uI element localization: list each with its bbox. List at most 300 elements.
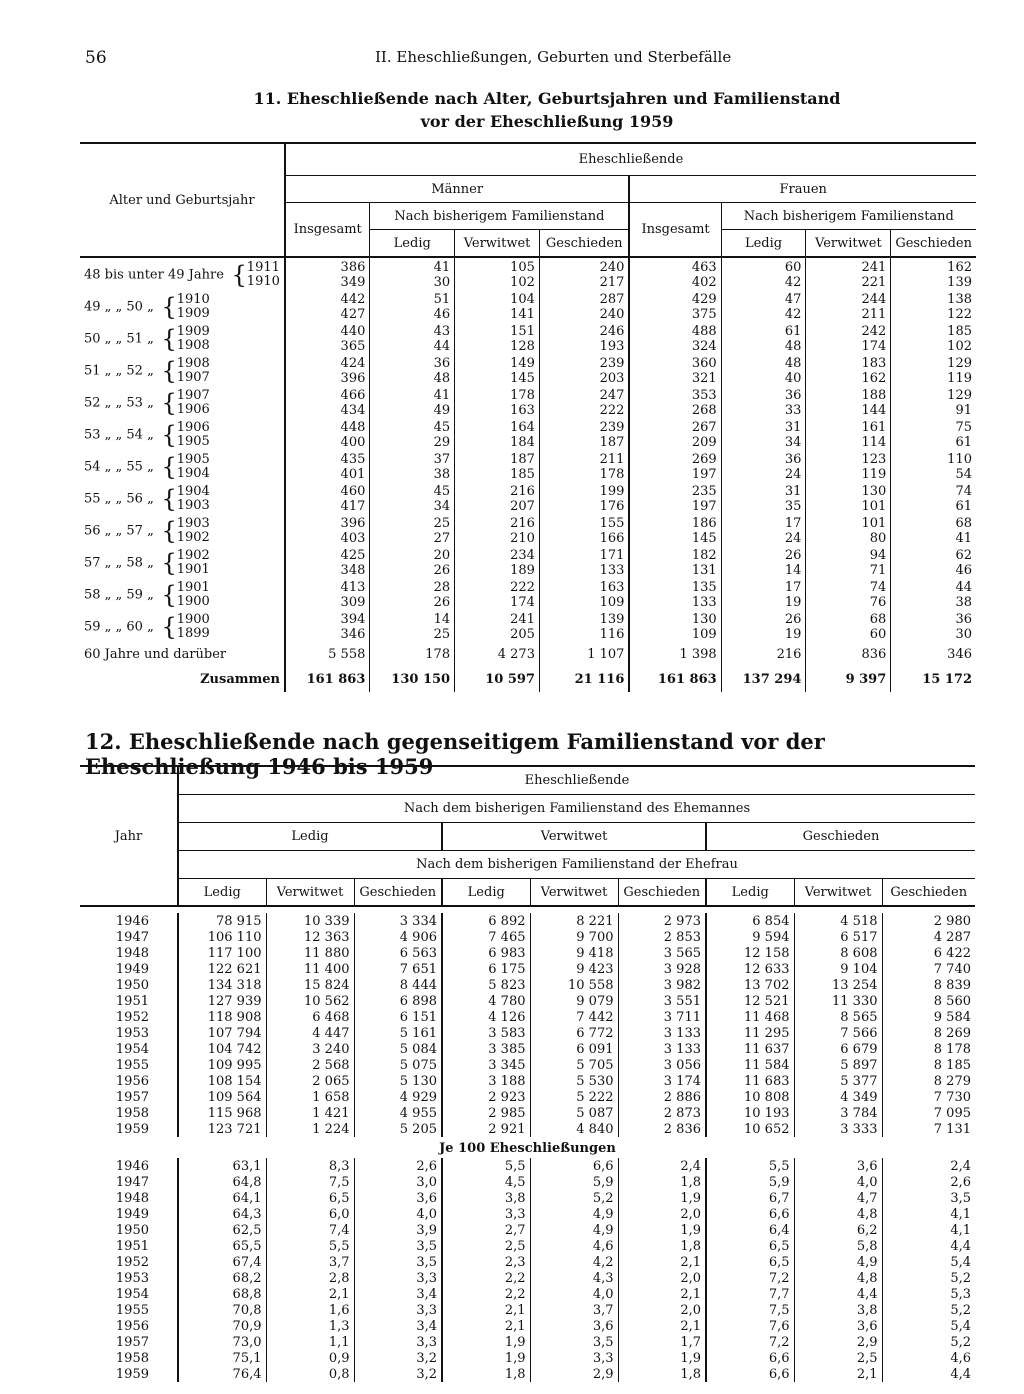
cell-value: 94 — [869, 548, 887, 563]
cell-value: 187 — [599, 435, 625, 450]
year-label: 1952 — [115, 1254, 149, 1270]
year-label: 1950 — [115, 977, 149, 993]
cell-value: 4,4 — [794, 1286, 882, 1302]
cell-f_ges — [891, 354, 976, 386]
cell-f_ver — [806, 418, 891, 450]
cell-f_led — [721, 610, 806, 642]
cell-value: 139 — [947, 275, 972, 290]
cell-value: 108 154 — [178, 1073, 266, 1089]
cell-value: 287 — [599, 292, 625, 307]
table11-title-line2: vor der Eheschließung 1959 — [420, 112, 674, 131]
cell-value: 127 939 — [178, 993, 266, 1009]
cell-value: 174 — [510, 595, 535, 610]
cell-value: 54 — [955, 467, 972, 482]
cell-value: 448 — [340, 420, 366, 435]
cell-value: 7 730 — [882, 1089, 975, 1105]
cell-value: 2,9 — [530, 1366, 618, 1382]
cell-value: 10 339 — [266, 913, 354, 929]
cell-value: 8 269 — [882, 1025, 975, 1041]
cell-value: 70,8 — [178, 1302, 266, 1318]
cell-m_led — [370, 418, 455, 450]
row-label — [80, 386, 285, 418]
cell-value: 141 — [510, 307, 535, 322]
sub-header-geschieden: Geschieden — [882, 879, 975, 907]
cell-value: 413 — [340, 580, 366, 595]
cell-value: 109 — [691, 627, 717, 642]
cell-value: 20 — [433, 548, 451, 563]
cell-value: 244 — [861, 292, 887, 307]
cell-value: 239 — [599, 420, 625, 435]
cell-m_led — [370, 322, 455, 354]
cell-value: 4,9 — [530, 1206, 618, 1222]
sub-header-ledig: Ledig — [442, 879, 530, 907]
cell-value: 5,2 — [882, 1270, 975, 1286]
cell-f_tot — [629, 257, 721, 290]
table-row — [80, 1270, 975, 1286]
cell-value: 4 929 — [354, 1089, 442, 1105]
cell-value: 4,6 — [530, 1238, 618, 1254]
table-row — [80, 1318, 975, 1334]
cell-f_led — [721, 354, 806, 386]
header-eheschliessende: Eheschließende — [178, 766, 975, 795]
cell-value: 2,9 — [794, 1334, 882, 1350]
cell-value: 31 — [784, 420, 802, 435]
brace-icon: { — [223, 261, 247, 289]
cell-m_led — [370, 257, 455, 290]
cell-value: 3,7 — [266, 1254, 354, 1270]
birth-year: 1908 — [176, 356, 210, 371]
cell-value: 5,2 — [882, 1302, 975, 1318]
table-row — [80, 913, 975, 929]
cell-value: 2,4 — [618, 1158, 706, 1174]
cell-value: 2 921 — [442, 1121, 530, 1137]
cell-value: 216 — [510, 484, 535, 499]
cell-value: 2 873 — [618, 1105, 706, 1121]
cell-value: 19 — [784, 595, 802, 610]
table11-title: 11. Eheschließende nach Alter, Geburtsjahren und Familienstand — [253, 89, 841, 108]
cell-value: 162 — [861, 371, 887, 386]
cell-value: 5 161 — [354, 1025, 442, 1041]
cell-value: 34 — [433, 499, 451, 514]
cell-m_tot — [285, 450, 370, 482]
cell-value: 133 — [691, 595, 717, 610]
cell-m_led — [370, 450, 455, 482]
cell-value: 11 584 — [706, 1057, 794, 1073]
cell-value: 4 447 — [266, 1025, 354, 1041]
cell-value: 80 — [869, 531, 887, 546]
cell-value: 3,2 — [354, 1350, 442, 1366]
cell-m_ges — [539, 514, 629, 546]
cell-value: 34 — [784, 435, 802, 450]
age-label: 51 „ „ 52 „ — [84, 363, 154, 379]
table-row — [80, 1238, 975, 1254]
brace-icon: { — [153, 357, 177, 385]
cell-value: 242 — [861, 324, 887, 339]
header-m-nach-familienstand: Nach bisherigem Familienstand — [370, 203, 630, 230]
cell-value: 35 — [784, 499, 802, 514]
cell-value: 2,5 — [442, 1238, 530, 1254]
cell-value: 155 — [599, 516, 625, 531]
row-label — [80, 514, 285, 546]
cell-value: 135 — [691, 580, 717, 595]
cell-value: 151 — [510, 324, 535, 339]
cell-m_ges — [539, 354, 629, 386]
cell-value: 209 — [691, 435, 717, 450]
cell-value: 4 780 — [442, 993, 530, 1009]
cell-value: 2 568 — [266, 1057, 354, 1073]
birth-year: 1909 — [176, 324, 210, 339]
cell-f_ges — [891, 290, 976, 322]
cell-value: 8 565 — [794, 1009, 882, 1025]
cell-value: 216 — [721, 642, 806, 666]
year-label: 1946 — [115, 1158, 149, 1174]
year-label: 1954 — [115, 1041, 149, 1057]
birth-years — [177, 389, 210, 417]
cell-value: 6 091 — [530, 1041, 618, 1057]
cell-value: 1,1 — [266, 1334, 354, 1350]
row-label — [80, 610, 285, 642]
row-label — [80, 482, 285, 514]
birth-year: 1904 — [176, 484, 210, 499]
cell-value: 241 — [861, 260, 887, 275]
cell-value: 6 679 — [794, 1041, 882, 1057]
cell-value: 30 — [955, 627, 972, 642]
cell-value: 199 — [599, 484, 625, 499]
cell-f_led — [721, 418, 806, 450]
cell-value: 1 658 — [266, 1089, 354, 1105]
group-verwitwet: Verwitwet — [442, 823, 706, 851]
cell-value: 4 906 — [354, 929, 442, 945]
cell-value: 1,9 — [618, 1222, 706, 1238]
cell-value: 247 — [599, 388, 625, 403]
cell-value: 7,2 — [706, 1334, 794, 1350]
cell-m_ver — [455, 257, 540, 290]
cell-value: 138 — [947, 292, 972, 307]
cell-value: 3,2 — [354, 1366, 442, 1382]
cell-value: 104 742 — [178, 1041, 266, 1057]
cell-value: 42 — [784, 275, 802, 290]
cell-f_tot — [629, 546, 721, 578]
cell-f_ges — [891, 386, 976, 418]
cell-value: 2,0 — [618, 1270, 706, 1286]
cell-f_ges — [891, 546, 976, 578]
cell-f_tot — [629, 322, 721, 354]
cell-m_ges — [539, 450, 629, 482]
cell-value: 102 — [510, 275, 535, 290]
table-row — [80, 945, 975, 961]
cell-value: 21 116 — [539, 666, 629, 692]
sub-header-verwitwet: Verwitwet — [794, 879, 882, 907]
cell-value: 61 — [784, 324, 802, 339]
cell-f_led — [721, 578, 806, 610]
cell-value: 4,7 — [794, 1190, 882, 1206]
cell-value: 9 104 — [794, 961, 882, 977]
cell-value: 9 079 — [530, 993, 618, 1009]
birth-year: 1904 — [176, 466, 210, 481]
cell-value: 109 564 — [178, 1089, 266, 1105]
cell-value: 17 — [784, 516, 802, 531]
cell-value: 62 — [955, 548, 972, 563]
stub-header: Alter und Geburtsjahr — [80, 143, 285, 257]
year-label: 1946 — [115, 913, 149, 929]
table-row — [80, 386, 976, 418]
cell-value: 25 — [433, 627, 451, 642]
cell-value: 7 651 — [354, 961, 442, 977]
cell-value: 10 652 — [706, 1121, 794, 1137]
cell-value: 4,3 — [530, 1270, 618, 1286]
year-label: 1951 — [115, 993, 149, 1009]
cell-m_ver — [455, 578, 540, 610]
cell-value: 321 — [691, 371, 717, 386]
cell-m_tot — [285, 610, 370, 642]
page-number: 56 — [85, 48, 107, 68]
cell-value: 0,8 — [266, 1366, 354, 1382]
cell-value: 3 056 — [618, 1057, 706, 1073]
cell-value: 134 318 — [178, 977, 266, 993]
header-f-insgesamt: Insgesamt — [629, 203, 721, 258]
cell-value: 26 — [784, 548, 802, 563]
cell-value: 109 995 — [178, 1057, 266, 1073]
cell-value: 4,0 — [530, 1286, 618, 1302]
cell-value: 1,8 — [618, 1174, 706, 1190]
header-eheschliessende: Eheschließende — [285, 143, 976, 176]
cell-value: 164 — [510, 420, 535, 435]
cell-value: 149 — [510, 356, 535, 371]
birth-year: 1911 — [246, 260, 280, 275]
cell-f_ver — [806, 482, 891, 514]
cell-m_ges — [539, 578, 629, 610]
cell-value: 42 — [784, 307, 802, 322]
cell-value: 4 955 — [354, 1105, 442, 1121]
cell-value: 6,4 — [706, 1222, 794, 1238]
cell-f_ges — [891, 257, 976, 290]
birth-year: 1909 — [176, 306, 210, 321]
cell-value: 197 — [691, 499, 717, 514]
cell-value: 49 — [433, 403, 451, 418]
cell-value: 174 — [861, 339, 887, 354]
cell-value: 222 — [599, 403, 625, 418]
cell-value: 139 — [599, 612, 625, 627]
cell-value: 7,7 — [706, 1286, 794, 1302]
cell-value: 24 — [784, 531, 802, 546]
year-label: 1958 — [115, 1350, 149, 1366]
cell-m_ver — [455, 514, 540, 546]
cell-value: 2,1 — [618, 1318, 706, 1334]
birth-years — [247, 261, 280, 289]
cell-value: 10 808 — [706, 1089, 794, 1105]
cell-value: 185 — [510, 467, 535, 482]
cell-value: 76 — [869, 595, 887, 610]
cell-value: 211 — [599, 452, 625, 467]
cell-value: 216 — [510, 516, 535, 531]
cell-value: 235 — [691, 484, 717, 499]
cell-value: 9 594 — [706, 929, 794, 945]
row-label: 60 Jahre und darüber — [84, 646, 227, 662]
cell-m_tot — [285, 514, 370, 546]
cell-value: 3 711 — [618, 1009, 706, 1025]
cell-value: 3,9 — [354, 1222, 442, 1238]
cell-value: 130 — [691, 612, 717, 627]
cell-value: 396 — [340, 371, 366, 386]
cell-value: 12 158 — [706, 945, 794, 961]
cell-value: 6,6 — [706, 1206, 794, 1222]
cell-value: 64,3 — [178, 1206, 266, 1222]
cell-value: 2,0 — [618, 1302, 706, 1318]
cell-value: 349 — [340, 275, 366, 290]
cell-value: 3 334 — [354, 913, 442, 929]
birth-year: 1906 — [176, 420, 210, 435]
cell-value: 2,8 — [266, 1270, 354, 1286]
cell-m_tot — [285, 578, 370, 610]
cell-value: 133 — [599, 563, 625, 578]
cell-value: 5 530 — [530, 1073, 618, 1089]
table-row — [80, 578, 976, 610]
cell-value: 403 — [340, 531, 366, 546]
cell-value: 5 377 — [794, 1073, 882, 1089]
cell-m_tot — [285, 354, 370, 386]
sub-header-ledig: Ledig — [706, 879, 794, 907]
cell-value: 5 558 — [285, 642, 370, 666]
cell-value: 2,5 — [794, 1350, 882, 1366]
cell-value: 3 982 — [618, 977, 706, 993]
birth-year: 1907 — [176, 370, 210, 385]
cell-value: 3 333 — [794, 1121, 882, 1137]
cell-value: 2,2 — [442, 1286, 530, 1302]
table-row — [80, 1222, 975, 1238]
birth-year: 1905 — [176, 434, 210, 449]
cell-value: 137 294 — [721, 666, 806, 692]
year-label: 1947 — [115, 929, 149, 945]
cell-f_ver — [806, 290, 891, 322]
cell-value: 221 — [861, 275, 887, 290]
cell-value: 6,6 — [706, 1366, 794, 1382]
cell-value: 6 892 — [442, 913, 530, 929]
brace-icon: { — [153, 485, 177, 513]
cell-value: 76,4 — [178, 1366, 266, 1382]
cell-value: 1,8 — [442, 1366, 530, 1382]
birth-years — [177, 549, 210, 577]
cell-value: 74 — [869, 580, 887, 595]
cell-value: 11 880 — [266, 945, 354, 961]
cell-value: 427 — [340, 307, 366, 322]
birth-years — [177, 293, 210, 321]
cell-value: 106 110 — [178, 929, 266, 945]
cell-m_ver — [455, 322, 540, 354]
cell-value: 30 — [433, 275, 451, 290]
cell-value: 3,6 — [794, 1158, 882, 1174]
cell-value: 7,4 — [266, 1222, 354, 1238]
cell-m_ver — [455, 386, 540, 418]
cell-m_ver — [455, 546, 540, 578]
cell-value: 2,7 — [442, 1222, 530, 1238]
table-row — [80, 546, 976, 578]
cell-value: 240 — [599, 307, 625, 322]
header-f-verwitwet: Verwitwet — [806, 230, 891, 258]
cell-value: 2,6 — [354, 1158, 442, 1174]
cell-value: 324 — [691, 339, 717, 354]
cell-value: 4 273 — [455, 642, 540, 666]
cell-value: 131 — [691, 563, 717, 578]
row-label — [80, 290, 285, 322]
cell-value: 171 — [599, 548, 625, 563]
cell-value: 178 — [510, 388, 535, 403]
cell-value: 3,3 — [530, 1350, 618, 1366]
table-row — [80, 1286, 975, 1302]
cell-value: 222 — [510, 580, 535, 595]
cell-value: 15 824 — [266, 977, 354, 993]
cell-value: 434 — [340, 403, 366, 418]
cell-value: 3,0 — [354, 1174, 442, 1190]
cell-m_tot — [285, 418, 370, 450]
table-row — [80, 993, 975, 1009]
year-label: 1959 — [115, 1366, 149, 1382]
cell-value: 64,1 — [178, 1190, 266, 1206]
cell-value: 183 — [861, 356, 887, 371]
cell-value: 162 — [947, 260, 972, 275]
cell-value: 65,5 — [178, 1238, 266, 1254]
cell-value: 193 — [599, 339, 625, 354]
cell-value: 68 — [869, 612, 887, 627]
cell-value: 6 517 — [794, 929, 882, 945]
cell-value: 9 418 — [530, 945, 618, 961]
cell-value: 74 — [955, 484, 972, 499]
cell-f_led — [721, 290, 806, 322]
cell-value: 8 221 — [530, 913, 618, 929]
age-label: 58 „ „ 59 „ — [84, 587, 154, 603]
cell-value: 2 065 — [266, 1073, 354, 1089]
cell-value: 7 740 — [882, 961, 975, 977]
cell-value: 5,9 — [530, 1174, 618, 1190]
section-label: Je 100 Eheschließungen — [439, 1141, 616, 1156]
cell-value: 44 — [433, 339, 451, 354]
cell-m_ver — [455, 290, 540, 322]
cell-f_led — [721, 257, 806, 290]
birth-year: 1902 — [176, 530, 210, 545]
cell-f_tot — [629, 482, 721, 514]
cell-value: 12 633 — [706, 961, 794, 977]
cell-value: 6,2 — [794, 1222, 882, 1238]
cell-value: 78 915 — [178, 913, 266, 929]
table12-title: 12. Eheschließende nach gegenseitigem Familienstand vor der Eheschließung 1946 bis 1959 — [85, 729, 825, 779]
cell-value: 7 465 — [442, 929, 530, 945]
header-m-ledig: Ledig — [370, 230, 455, 258]
cell-value: 3 928 — [618, 961, 706, 977]
cell-value: 2,6 — [882, 1174, 975, 1190]
birth-years — [177, 421, 210, 449]
birth-year: 1903 — [176, 498, 210, 513]
cell-value: 9 700 — [530, 929, 618, 945]
cell-f_led — [721, 482, 806, 514]
stub-header-jahr: Jahr — [80, 766, 178, 906]
header-maenner: Männer — [285, 176, 629, 203]
cell-value: 3,8 — [794, 1302, 882, 1318]
brace-icon: { — [153, 453, 177, 481]
cell-value: 3,3 — [354, 1302, 442, 1318]
cell-value: 5 084 — [354, 1041, 442, 1057]
cell-value: 2,4 — [882, 1158, 975, 1174]
year-label: 1948 — [115, 945, 149, 961]
cell-value: 1,8 — [618, 1238, 706, 1254]
cell-value: 178 — [599, 467, 625, 482]
sub-header-geschieden: Geschieden — [618, 879, 706, 907]
sub-header-ledig: Ledig — [178, 879, 266, 907]
cell-value: 19 — [784, 627, 802, 642]
birth-years — [177, 485, 210, 513]
cell-value: 6 151 — [354, 1009, 442, 1025]
birth-year: 1905 — [176, 452, 210, 467]
cell-value: 1,9 — [442, 1334, 530, 1350]
cell-value: 6 422 — [882, 945, 975, 961]
